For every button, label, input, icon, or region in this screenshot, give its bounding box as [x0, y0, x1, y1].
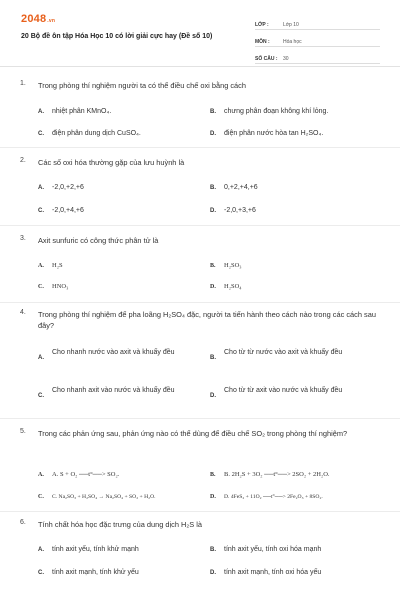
option-b[interactable]: B. B. 2H₂S + 3O₂ ──t°──> 2SO₂ + 2H₂O. — [210, 471, 330, 478]
document-title: 20 Bộ đề ôn tập Hóa Học 10 có lời giải cực hay (Đề số 10) — [21, 33, 213, 40]
meta-key: LỚP : — [255, 22, 269, 28]
question-text: Các số oxi hóa thường gặp của lưu huỳnh là — [38, 158, 185, 167]
option-c[interactable]: C. -2,0,+4,+6 — [38, 207, 84, 214]
option-d[interactable]: D. tính axit mạnh, tính oxi hóa yếu — [210, 569, 322, 576]
option-a[interactable]: A. nhiệt phân KMnO₄. — [38, 108, 112, 115]
meta-row-question-count — [255, 50, 380, 64]
option-c[interactable]: C. Cho nhanh axit vào nước và khuấy đều — [38, 387, 175, 399]
option-a[interactable]: A. Cho nhanh nước vào axit và khuấy đều — [38, 349, 175, 361]
question-text: Trong phòng thí nghiệm để pha loãng H₂SO₄ đặc, người ta tiến hành theo cách nào trong các cách sau đây? — [38, 310, 376, 330]
question-1 — [20, 80, 385, 150]
option-d[interactable]: D. -2,0,+3,+6 — [210, 207, 256, 214]
question-divider — [0, 225, 400, 226]
option-d[interactable]: D. Cho từ từ axit vào nước và khuấy đều — [210, 387, 343, 399]
question-number: 3. — [20, 235, 26, 242]
meta-row-subject — [255, 33, 380, 47]
question-text: Tính chất hóa học đặc trưng của dung dịch H₂S là — [38, 520, 202, 529]
meta-key: MÔN : — [255, 39, 270, 45]
meta-row-grade — [255, 16, 380, 30]
option-a[interactable]: A. -2,0,+2,+6 — [38, 184, 84, 191]
question-divider — [0, 147, 400, 148]
question-3 — [20, 235, 385, 300]
question-number: 1. — [20, 80, 26, 87]
option-a[interactable]: A. H₂S — [38, 262, 63, 269]
header-divider — [0, 66, 400, 67]
question-4 — [20, 309, 385, 419]
option-d[interactable]: D. H₂SO₄ — [210, 283, 242, 290]
question-divider — [0, 302, 400, 303]
question-text: Trong phòng thí nghiệm người ta có thể điều chế oxi bằng cách — [38, 81, 246, 90]
question-number: 6. — [20, 519, 26, 526]
question-number: 2. — [20, 157, 26, 164]
question-text: Axit sunfuric có công thức phân tử là — [38, 236, 159, 245]
page-header — [0, 0, 400, 68]
option-a[interactable]: A. A. S + O₂ ──t°──> SO₂. — [38, 471, 120, 478]
option-b[interactable]: B. tính axit yếu, tính oxi hóa mạnh — [210, 546, 322, 553]
question-2 — [20, 157, 385, 227]
question-divider — [0, 511, 400, 512]
option-b[interactable]: B. H₂SO₃ — [210, 262, 242, 269]
question-6 — [20, 519, 385, 594]
meta-value: Lớp 10 — [283, 22, 299, 28]
meta-key: SỐ CÂU : — [255, 56, 278, 62]
option-a[interactable]: A. tính axit yếu, tính khử mạnh — [38, 546, 139, 553]
question-text: Trong các phản ứng sau, phản ứng nào có thể dùng để điều chế SO₂ trong phòng thí nghiệm? — [38, 429, 348, 438]
question-5 — [20, 428, 385, 513]
option-c[interactable]: C. điện phân dung dịch CuSO₄. — [38, 130, 141, 137]
metadata-panel — [255, 16, 380, 67]
question-divider — [0, 418, 400, 419]
question-number: 4. — [20, 309, 26, 316]
meta-value: 30 — [283, 56, 289, 62]
site-logo[interactable]: 2048.vn — [21, 13, 56, 25]
option-c[interactable]: C. C. Na₂SO₃ + H₂SO₄ → Na₂SO₄ + SO₂ + H₂O. — [38, 494, 156, 500]
option-d[interactable]: D. D. 4FeS₂ + 11O₂ ──t°──> 2Fe₂O₃ + 8SO₂. — [210, 494, 323, 500]
meta-value: Hóa học — [283, 39, 302, 45]
option-b[interactable]: B. chưng phân đoạn không khí lỏng. — [210, 108, 329, 115]
question-number: 5. — [20, 428, 26, 435]
option-b[interactable]: B. Cho từ từ nước vào axit và khuấy đều — [210, 349, 343, 361]
option-c[interactable]: C. tính axit mạnh, tính khử yếu — [38, 569, 139, 576]
option-c[interactable]: C. HNO₃ — [38, 283, 69, 290]
option-d[interactable]: D. điện phân nước hòa tan H₂SO₄. — [210, 130, 324, 137]
option-b[interactable]: B. 0,+2,+4,+6 — [210, 184, 258, 191]
